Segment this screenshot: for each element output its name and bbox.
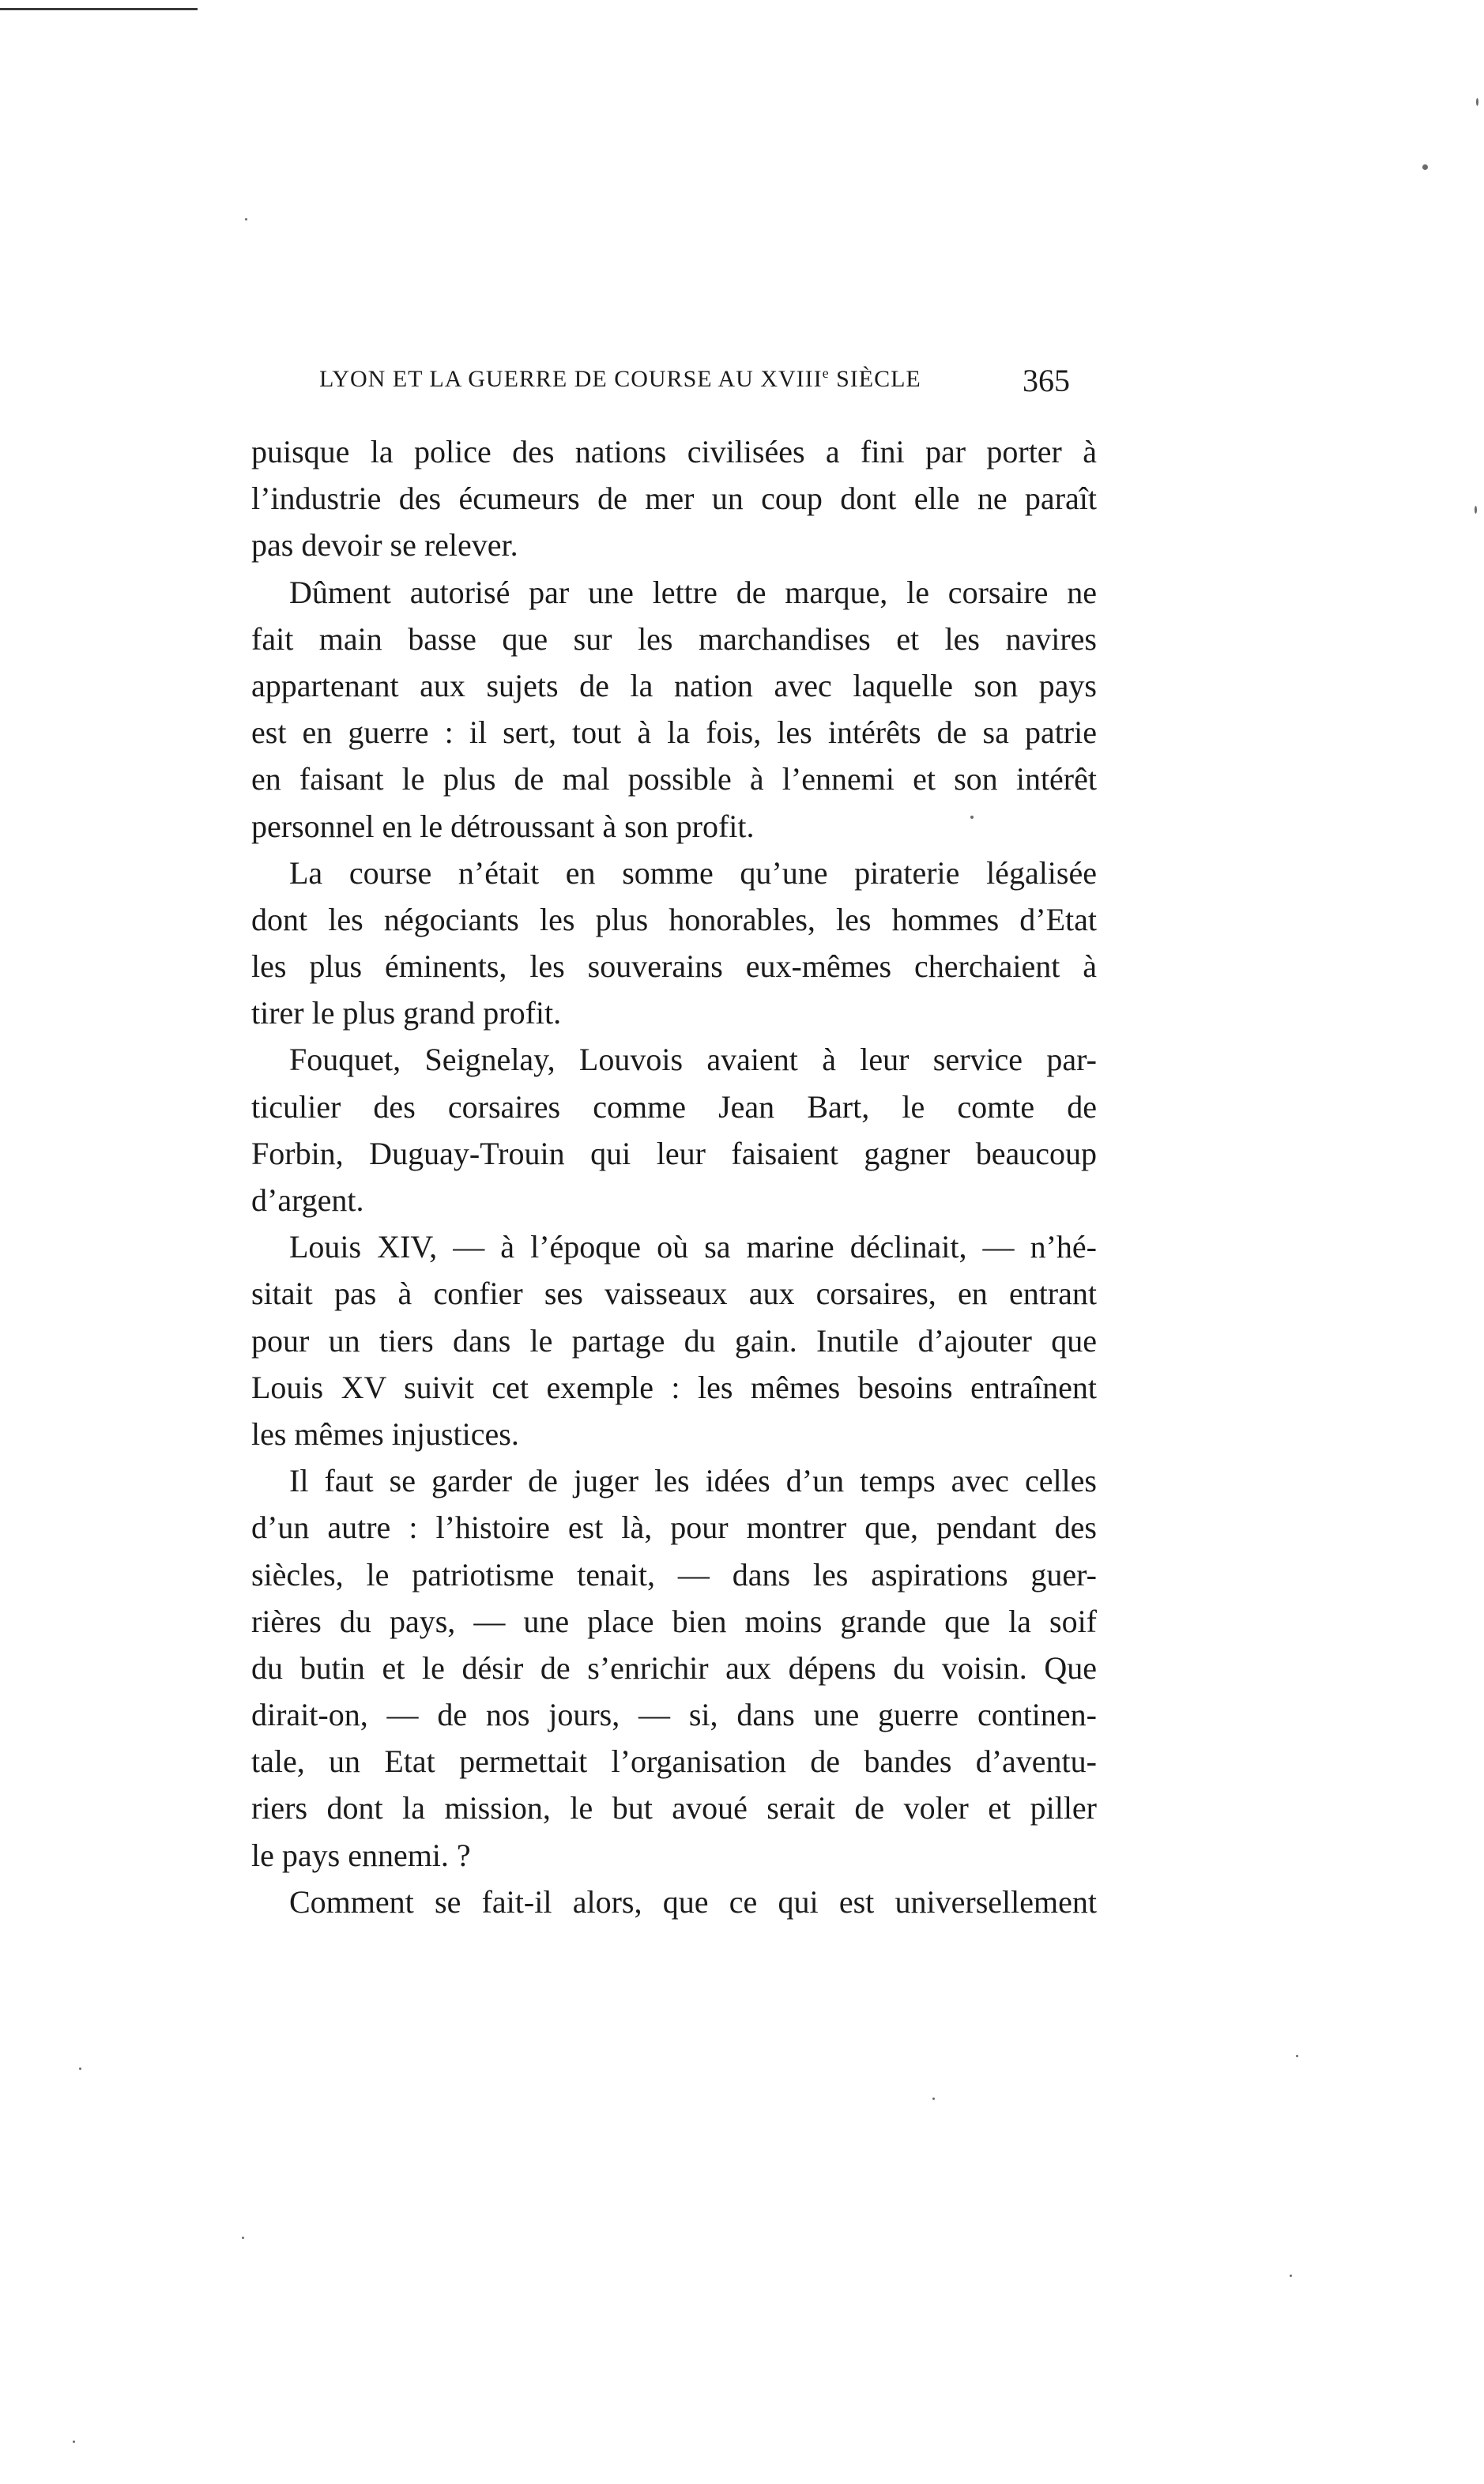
text-line: Fouquet, Seignelay, Louvois avaient à leur service par- (289, 1042, 1097, 1078)
text-line: tirer le plus grand profit. (251, 995, 562, 1031)
text-line: Comment se fait-il alors, que ce qui est universellement (289, 1883, 1097, 1920)
running-title (319, 365, 921, 393)
text-line: appartenant aux sujets de la nation avec laquelle son pays (251, 667, 1097, 703)
body-text (251, 428, 1097, 1925)
text-line: fait main basse que sur les marchandises et les navires (251, 620, 1097, 657)
text-line: le pays ennemi. ? (251, 1837, 471, 1873)
text-line: pas devoir se relever. (251, 527, 518, 564)
text-line: les mêmes injustices. (251, 1415, 519, 1452)
scan-speck (1296, 2055, 1298, 2057)
text-line: Louis XIV, — à l’époque où sa marine déclinait, — n’hé- (289, 1229, 1097, 1265)
text-line: ticulier des corsaires comme Jean Bart, le comte de (251, 1088, 1097, 1125)
text-line: tale, un Etat permettait l’organisation de bandes d’aventu- (251, 1743, 1097, 1780)
scan-speck (1422, 164, 1428, 170)
text-line: rières du pays, — une place bien moins grande que la soif (251, 1603, 1097, 1639)
text-line: en faisant le plus de mal possible à l’ennemi et son intérêt (251, 761, 1097, 797)
scan-speck (1476, 98, 1478, 106)
scan-speck (79, 2067, 81, 2070)
running-title-main: LYON ET LA GUERRE DE COURSE AU XVIII (319, 366, 823, 392)
text-line: personnel en le détroussant à son profit. (251, 808, 755, 844)
scan-speck (1475, 506, 1477, 514)
text-line: d’un autre : l’histoire est là, pour montrer que, pendant des (251, 1510, 1097, 1546)
scan-speck (242, 2237, 244, 2239)
text-line: du butin et le désir de s’enrichir aux dépens du voisin. Que (251, 1649, 1097, 1686)
text-line: pour un tiers dans le partage du gain. Inutile d’ajouter que (251, 1322, 1097, 1359)
text-line: dont les négociants les plus honorables, les hommes d’Etat (251, 901, 1097, 937)
text-line: les plus éminents, les souverains eux-mêmes cherchaient à (251, 948, 1097, 985)
scan-speck (245, 218, 247, 221)
text-line: sitait pas à confier ses vaisseaux aux corsaires, en entrant (251, 1276, 1097, 1312)
text-line: riers dont la mission, le but avoué serait de voler et piller (251, 1790, 1097, 1826)
text-line: puisque la police des nations civilisées a fini par porter à (251, 434, 1097, 469)
scan-speck (1290, 2275, 1292, 2277)
text-line: est en guerre : il sert, tout à la fois, les intérêts de sa patrie (251, 714, 1097, 751)
text-line: siècles, le patriotisme tenait, — dans les aspirations guer- (251, 1556, 1097, 1593)
text-line: Dûment autorisé par une lettre de marque, le corsaire ne (289, 574, 1097, 610)
text-line: l’industrie des écumeurs de mer un coup dont elle ne paraît (251, 481, 1097, 517)
text-line: d’argent. (251, 1182, 364, 1218)
text-line: Il faut se garder de juger les idées d’un temps avec celles (289, 1463, 1097, 1499)
text-line: La course n’était en somme qu’une piraterie légalisée (289, 854, 1097, 891)
running-title-end: SIÈCLE (829, 366, 921, 392)
page-number: 365 (1023, 363, 1070, 398)
text-line: Louis XV suivit cet exemple : les mêmes besoins entraînent (251, 1369, 1097, 1405)
scan-speck (932, 2098, 935, 2100)
top-edge-rule (0, 8, 198, 10)
text-line: dirait-on, — de nos jours, — si, dans une guerre continen- (251, 1697, 1097, 1733)
running-head (319, 365, 1109, 413)
running-title-superscript: e (822, 365, 830, 381)
scan-speck (73, 2441, 75, 2443)
text-line: Forbin, Duguay-Trouin qui leur faisaient gagner beaucoup (251, 1135, 1097, 1171)
